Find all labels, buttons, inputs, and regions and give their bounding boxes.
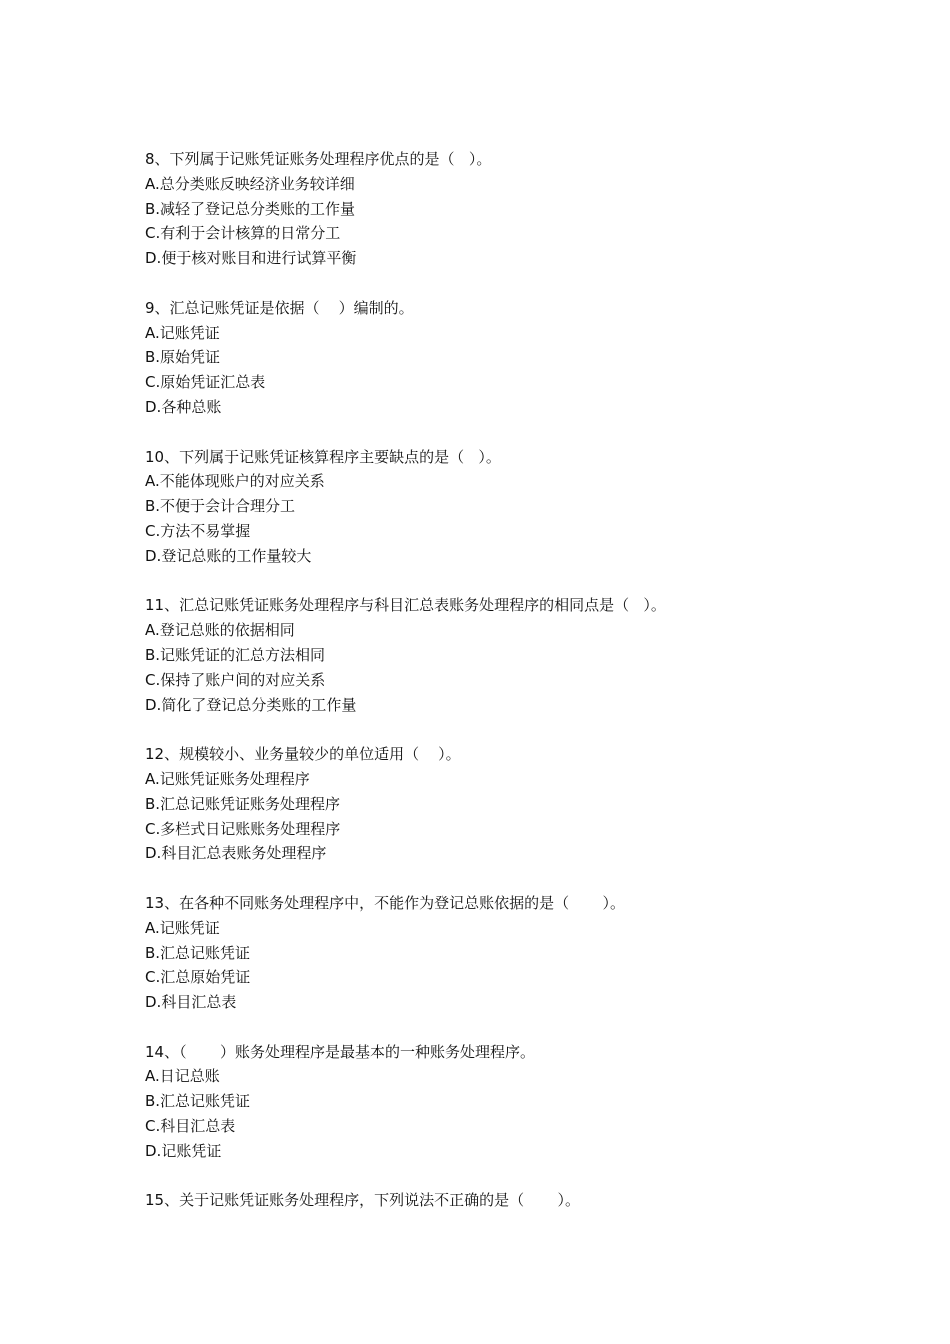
question-8 — [145, 147, 905, 271]
question-13 — [145, 891, 905, 1015]
option-b: B.记账凭证的汇总方法相同 — [145, 645, 326, 664]
question-list — [145, 147, 905, 1238]
option-d: D.登记总账的工作量较大 — [145, 546, 312, 565]
option-d: D.科目汇总表账务处理程序 — [145, 844, 327, 863]
option-b: B.汇总记账凭证账务处理程序 — [145, 794, 341, 813]
option-b: B.汇总记账凭证 — [145, 1092, 251, 1111]
option-a: A.记账凭证 — [145, 918, 220, 937]
option-a: A.总分类账反映经济业务较详细 — [145, 174, 355, 193]
option-a: A.记账凭证账务处理程序 — [145, 769, 310, 788]
option-a: A.登记总账的依据相同 — [145, 621, 295, 640]
option-c: C.方法不易掌握 — [145, 521, 251, 540]
option-c: C.汇总原始凭证 — [145, 968, 251, 987]
option-c: C.多栏式日记账账务处理程序 — [145, 819, 341, 838]
question-stem: 12、规模较小、业务量较少的单位适用（ ）。 — [145, 745, 461, 764]
option-c: C.科目汇总表 — [145, 1117, 236, 1136]
question-12 — [145, 742, 905, 866]
option-d: D.简化了登记总分类账的工作量 — [145, 695, 357, 714]
option-b: B.减轻了登记总分类账的工作量 — [145, 199, 356, 218]
option-d: D.记账凭证 — [145, 1141, 222, 1160]
option-a: A.记账凭证 — [145, 323, 220, 342]
option-a: A.日记总账 — [145, 1067, 220, 1086]
option-d: D.便于核对账目和进行试算平衡 — [145, 249, 357, 268]
question-stem: 11、汇总记账凭证账务处理程序与科目汇总表账务处理程序的相同点是（ ）。 — [145, 596, 666, 615]
option-d: D.各种总账 — [145, 397, 222, 416]
option-c: C.保持了账户间的对应关系 — [145, 670, 326, 689]
option-b: B.不便于会计合理分工 — [145, 497, 296, 516]
question-9 — [145, 296, 905, 420]
option-c: C.有利于会计核算的日常分工 — [145, 224, 341, 243]
question-stem: 15、关于记账凭证账务处理程序，下列说法不正确的是（ ）。 — [145, 1191, 580, 1210]
question-stem: 8、下列属于记账凭证账务处理程序优点的是（ ）。 — [145, 150, 492, 168]
question-stem: 13、在各种不同账务处理程序中，不能作为登记总账依据的是（ ）。 — [145, 893, 625, 912]
question-14 — [145, 1040, 905, 1164]
option-b: B.原始凭证 — [145, 348, 221, 367]
option-c: C.原始凭证汇总表 — [145, 373, 266, 392]
option-d: D.科目汇总表 — [145, 993, 237, 1012]
option-a: A.不能体现账户的对应关系 — [145, 472, 325, 491]
question-stem: 10、下列属于记账凭证核算程序主要缺点的是（ ）。 — [145, 447, 501, 466]
question-stem: 9、汇总记账凭证是依据（ ）编制的。 — [145, 298, 414, 317]
question-10 — [145, 445, 905, 569]
question-11 — [145, 593, 905, 717]
question-stem: 14、（ ）账务处理程序是最基本的一种账务处理程序。 — [145, 1042, 535, 1061]
question-15 — [145, 1188, 905, 1213]
option-b: B.汇总记账凭证 — [145, 943, 251, 962]
